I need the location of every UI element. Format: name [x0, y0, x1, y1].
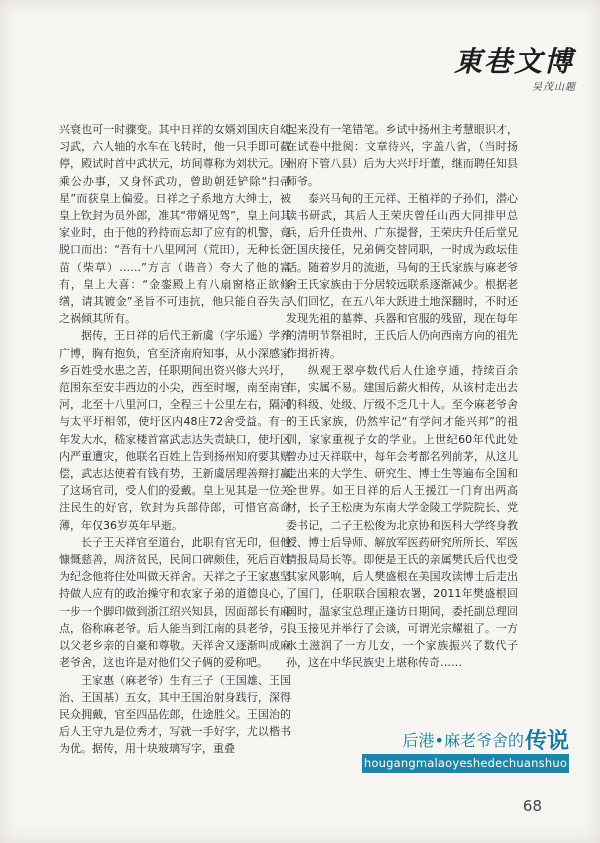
paragraph: 王家惠（麻老爷）生有三子（王国雄、王国治、王国基）五女，其中王国治射身践行，深得民众拥戴，官至四品佐郎，仕途胜父。王国治的后人王守九是位秀才，写就一手好字，尤以楷书为优。据传，用十块玻璃写字，重叠: [59, 673, 291, 756]
article-left-column: [59, 121, 291, 758]
article-title-banner: [362, 727, 569, 775]
article-right-column: [286, 121, 518, 672]
magazine-logo: [440, 40, 578, 98]
paragraph: 长子王天祥官至道台，此职有官无印，但他慷慨慈善，周济贫民，民间口碑颇佳，死后百姓为纪念他将住处叫做天祥舍。天祥之子王家惠坚持做人应有的政治操守和农家子弟的道德良心，一步一个脚印做到浙江绍兴知县，因面部长有麻点，俗称麻老爷。后人能当到江南的县老爷，引以父老乡亲的自豪和尊敬。天祥舍又逐渐叫成麻老爷舍，这也许是对他们父子俩的爱称吧。: [59, 535, 291, 670]
article-title: [402, 727, 569, 754]
paragraph: 起来没有一笔错笔。乡试中扬州主考慧眼识才，在试卷中批阅：文章待兴，字盖八省，（当时扬州府下管八县）后为大兴圩圩董，继而聘任知县师爷。: [286, 123, 518, 188]
logo-calligraphy: 東巷文博: [453, 45, 574, 78]
page-number: 68: [522, 797, 542, 815]
paragraph: 泰兴马甸的王元祥、王植祥的子孙们，潜心读书研武，其后人王荣庆曾任山西大同排甲总兵，后升任贵州、广东提督，王荣庆升任后堂兄王国庆接任，兄弟俩交替同职，一时成为政坛佳话。随着岁月的流逝，马甸的王氏家族与麻老爷舍王氏家族由于分居较远联系逐渐减少。根据老人们回忆，在五八年大跃进土地深翻时，不时还发现先祖的墓葬、兵器和官服的残留，现在每年的清明节祭祖时，王氏后人仍向西南方向的祖先作揖祈祷。: [286, 191, 518, 360]
logo-signature: 吴茂山题: [532, 82, 576, 93]
paragraph: 据传，王日祥的后代王新虞（字乐遥）学养广博，胸有抱负，官至济南府知事，从小深感家乡百姓受水患之苦，任职期间出资兴修大兴圩，范围东至安丰西边的小尖，西至时堰，南至南官河，北至十八里河口，全程三十公里左右，隔河与太平圩相邻，使圩区内48庄72舍受益。有一年发大水，嵇家楼首富武志达失责缺口，使圩区内严重遭灾，他联名百姓上告到扬州知府要其赔偿，武志达使着有钱有势，王新虞居理善辩打赢了这场官司，受人们的爱戴。皇上见其是一位关注民生的好官，钦封为兵部侍郎，可惜官高命薄，年仅36岁英年早逝。: [59, 329, 291, 532]
article-title-prefix: 后港•麻老爷舍的: [402, 730, 524, 750]
paragraph: 兴衰也可一时骤变。其中日祥的女婿刘国庆自幼习武，六人轴的水车在飞转时，他一只手即可截停，殿试时首中武状元，坊间尊称为刘状元。因乘公办事，又身怀武功，曾助朝廷铲除“扫帚星”而获皇上偏爱。日祥之子系地方大绅士，被皇上钦封为员外郎，准其“带婿见驾”，皇上问其家业时，由于他的矜持而忘却了应有的机警，竟脱口而出：“吾有十八里网河（荒田），无种长金苗（柴草）……”方言（谐音）夸大了他的富有，皇上大喜：“金銮殿上有八扇窗格正欲修缮，请其镀金”圣旨不可违抗，他只能自吞失言之祸倾其所有。: [59, 123, 291, 326]
article-title-pinyin: hougangmalaoyeshedechuanshuo: [362, 754, 569, 773]
article-title-emphasis: 传说: [524, 728, 569, 754]
paragraph: 纵观王翠亭数代后人仕途亨通，持续百余年，实属不易。建国后薪火相传，从该村走出去的科级、处级、厅级不乏几十人。至今麻老爷舍的王氏家族，仍然牢记“有学问才能兴邦”的祖训，家家重视子女的学业。上世纪60年代此处曾办过天祥联中，每年会考都名列前茅，从这儿走出来的大学生、研究生、博士生等遍布全国和全世界。如王日祥的后人王援江一门育出两高材，长子王松庚为东南大学金陵工学院院长、党委书记，二子王松俊为北京协和医科大学终身教授、博士后导师、解放军医药研究所所长、军医情报局局长等。即便是王氏的亲属樊氏后代也受其家风影响，后人樊盛根在美国攻读博士后走出了国门，任职联合国粮农署，2011年樊盛根回国时，温家宝总理正逢访日期间，委托副总理回良玉接见并举行了会谈，可谓光宗耀祖了。一方水土滋润了一方儿女，一个家族振兴了数代子孙，这在中华民族史上堪称传奇……: [286, 363, 518, 670]
